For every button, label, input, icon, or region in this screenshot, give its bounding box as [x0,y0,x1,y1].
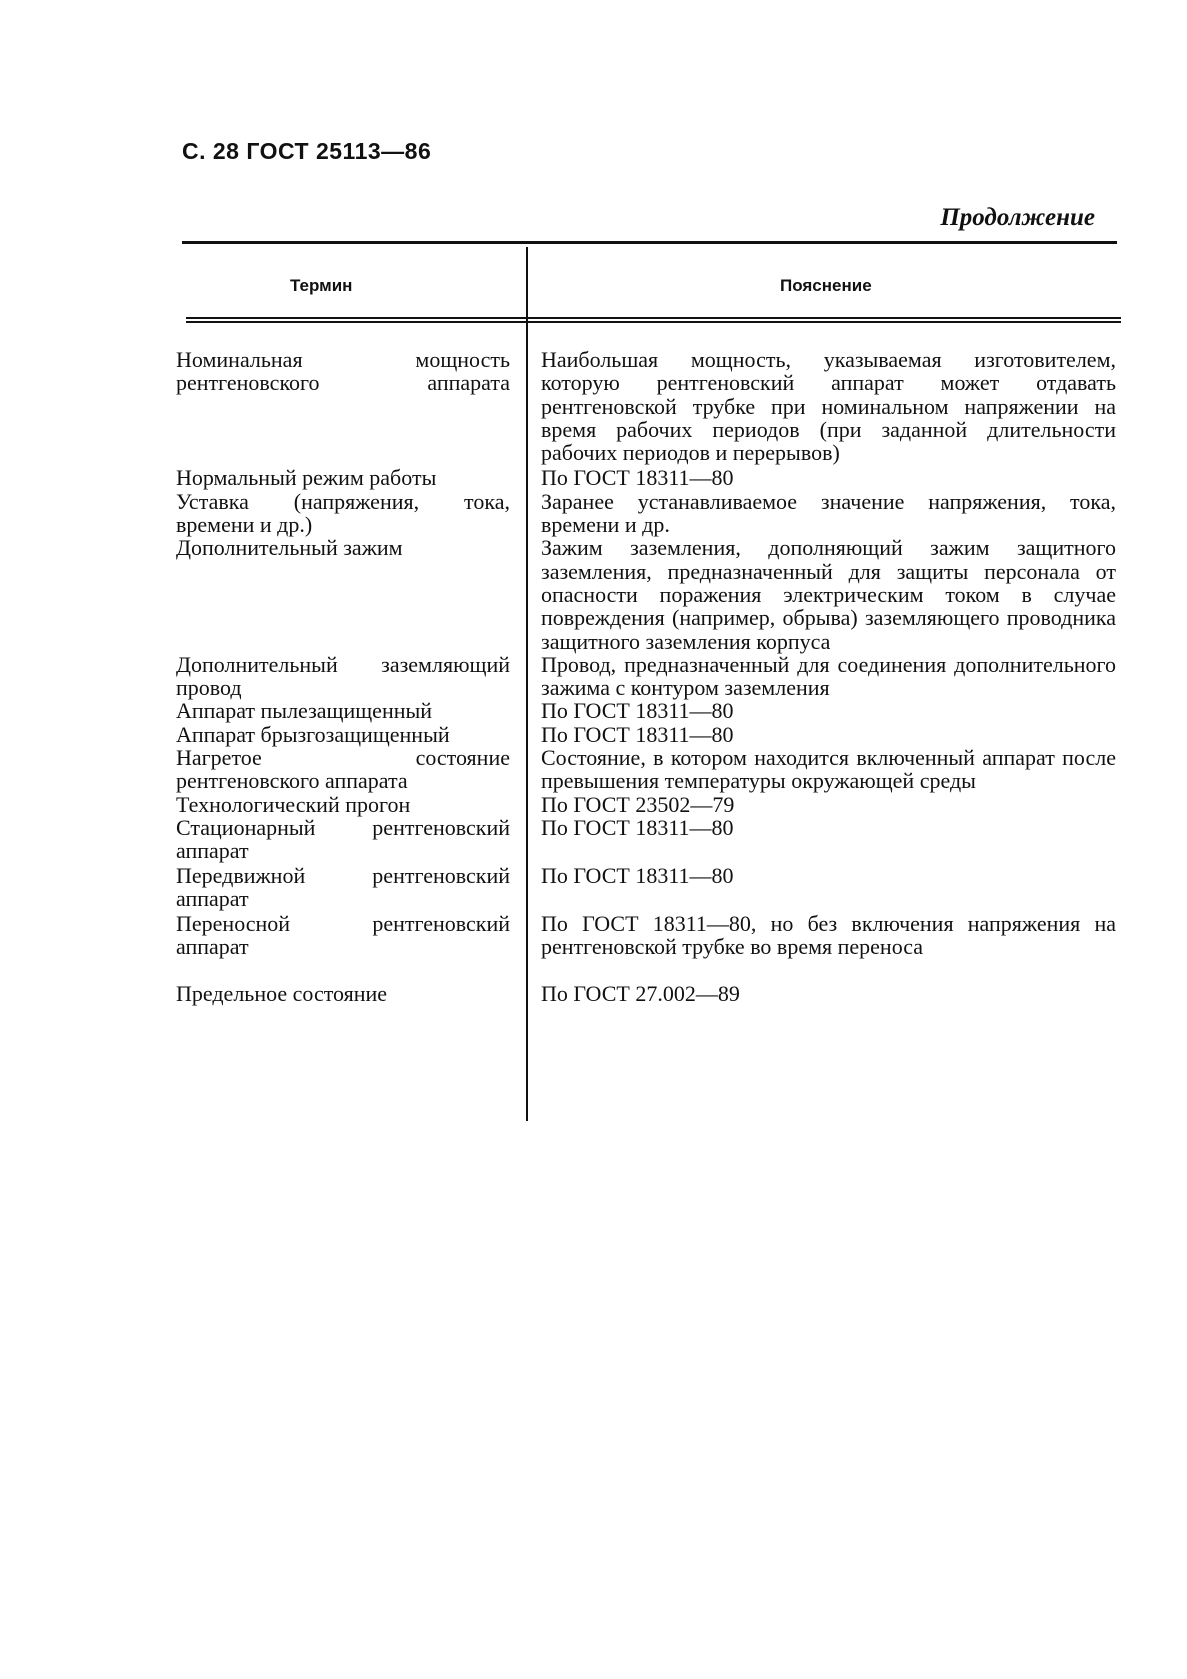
table-row [176,864,1126,912]
explanation-cell: Состояние, в котором находится включенный аппарат после превышения температуры окружающей среды [541,745,1116,794]
term-cell: Стационарный рентгеновский аппарат [176,814,510,864]
explanation-cell: Зажим заземления, дополняющий зажим защитного заземления, предназначенный для защиты персонала от опасности поражения электрическим током в случае повреждения (например, обрыва) заземляющего проводника защитного заземления корпуса [541,535,1116,654]
explanation-cell: По ГОСТ 27.002—89 [541,980,740,1006]
table-row [176,348,1126,464]
explanation-cell: По ГОСТ 18311—80 [541,698,734,724]
table-top-rule [182,241,1117,244]
table-row [176,653,1126,700]
table-row [176,536,1126,652]
explanation-cell: Заранее устанавливаемое значение напряжения, тока, времени и др. [541,488,1116,538]
page-header: С. 28 ГОСТ 25113—86 [182,138,432,164]
explanation-cell: По ГОСТ 18311—80 [541,465,734,491]
table-row [176,746,1126,793]
column-header-term: Термин [290,276,353,295]
table-row [176,912,1126,982]
explanation-cell: Наибольшая мощность, указываемая изготовителем, которую рентгеновский аппарат может отдавать рентгеновской трубке при номинальном напряжении на время рабочих периодов (при заданной длительности рабочих периодов и перерывов) [541,347,1116,466]
column-header-explanation: Пояснение [780,276,872,295]
table-row [176,793,1126,816]
table-row [176,723,1126,746]
explanation-cell: Провод, предназначенный для соединения дополнительного зажима с контуром заземления [541,651,1116,701]
table-row [176,699,1126,722]
term-cell: Переносной рентгеновский аппарат [176,910,510,960]
explanation-cell: По ГОСТ 18311—80, но без включения напряжения на рентгеновской трубке во время переноса [541,910,1116,960]
table-row [176,490,1126,537]
explanation-cell: По ГОСТ 23502—79 [541,791,735,817]
continuation-label: Продолжение [940,204,1095,231]
table-row [176,982,1126,1005]
term-cell: Предельное состояние [176,980,388,1006]
explanation-cell: По ГОСТ 18311—80 [541,721,734,747]
term-cell: Уставка (напряжения, тока, времени и др.) [176,488,510,538]
explanation-cell: По ГОСТ 18311—80 [541,862,734,888]
term-cell: Нагретое состояние рентгеновского аппарата [176,745,510,794]
term-cell: Дополнительный зажим [176,535,403,561]
term-cell: Аппарат пылезащищенный [176,698,433,724]
term-cell: Нормальный режим работы [176,465,437,491]
terms-table [176,348,1126,1005]
term-cell: Номинальная мощность рентгеновского аппарата [176,347,510,396]
term-cell: Технологический прогон [176,791,411,817]
table-header-rule [186,317,1121,323]
table-row [176,816,1126,864]
explanation-cell: По ГОСТ 18311—80 [541,814,734,840]
table-row [176,466,1126,489]
term-cell: Передвижной рентгеновский аппарат [176,862,510,912]
term-cell: Дополнительный заземляющий провод [176,651,510,701]
term-cell: Аппарат брызгозащищенный [176,721,450,747]
